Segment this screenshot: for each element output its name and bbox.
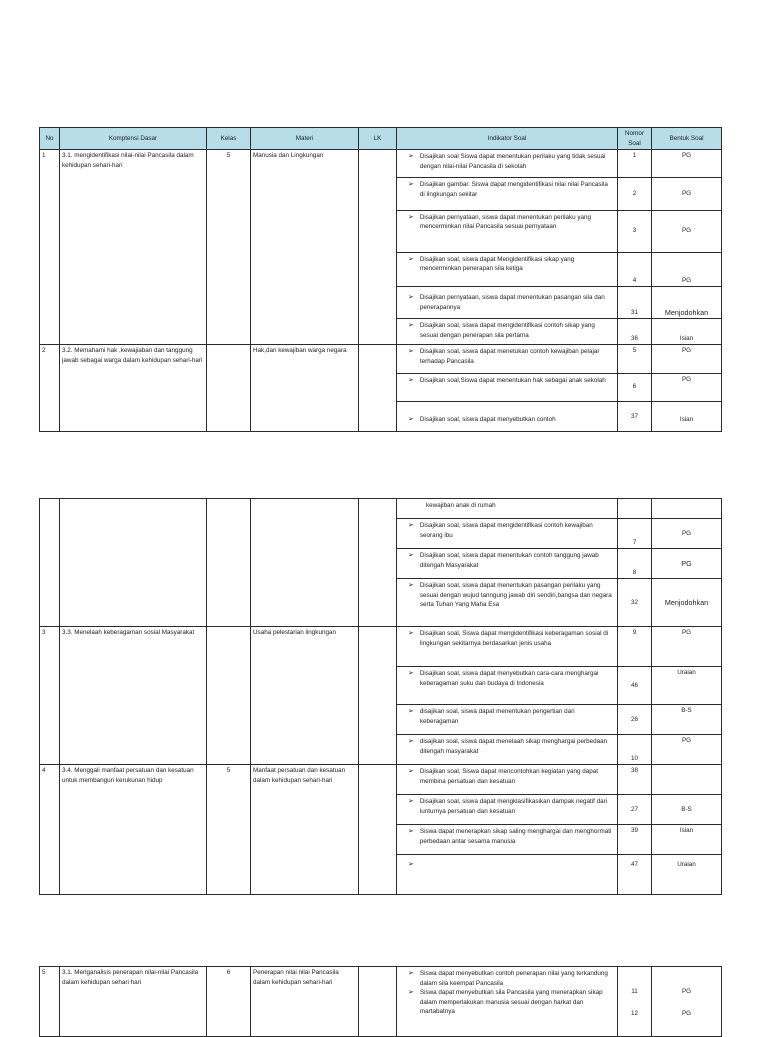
header-nomor-soal: Nomor Soal: [618, 128, 652, 150]
bentuk-soal: Uraian: [652, 855, 722, 895]
arrow-bullet-icon: ➢: [408, 768, 414, 775]
nomor-soal: 10: [618, 735, 652, 765]
indikator-text: Disajikan soal, siswa dapat mengklasifikasikan dampak negatif dari lunturnya persatuan dan kesatuan: [419, 798, 608, 815]
nomor-soal: 6: [618, 373, 652, 401]
nomor-soal-cell: [618, 967, 652, 1037]
bentuk-soal: Isian: [652, 319, 722, 345]
materi: [251, 499, 359, 627]
nomor-soal: 4: [618, 252, 652, 286]
arrow-bullet-icon: ➢: [408, 294, 414, 301]
nomor-soal: [618, 499, 652, 519]
bentuk-soal: PG: [652, 519, 722, 549]
indikator-item: [397, 735, 618, 765]
indikator-text: Disajikan soal, siswa dapat mengidentifikasi contoh kewajiban seorang ibu: [419, 522, 593, 539]
indikator-text: Disajikan soal, Siswa dapat mengidentifikasi keberagaman sosial di lingkungan sekitarnya berdasarkan jenis usaha: [419, 630, 609, 647]
bentuk-soal: [652, 499, 722, 519]
nomor-soal: 2: [618, 178, 652, 210]
bentuk-soal: PG: [652, 345, 722, 373]
nomor-soal: 46: [618, 667, 652, 705]
header-lk: LK: [359, 128, 397, 150]
indikator-text: Disajikan soal Siswa dapat menentukan perilaku yang tidak sesuai dengan nilai-nilai Pancasila di sekolah: [419, 153, 606, 170]
bentuk-soal: Isian: [652, 825, 722, 855]
indikator-text: Siswa dapat menyebutkan contoh penerapan nilai yang terkandung dalam sila keempat Pancasila: [419, 970, 608, 987]
bentuk-soal: PG: [681, 1009, 692, 1017]
lk: [359, 967, 397, 1037]
arrow-bullet-icon: ➢: [408, 255, 414, 263]
header-no: No: [40, 128, 60, 150]
indikator-item: [397, 549, 618, 579]
nomor-soal: 7: [618, 519, 652, 549]
indikator-text: disajikan soal, siswa dapat menelaah sikap menghargai perbedaan ditengah masyarakat: [419, 738, 608, 755]
indikator-text: Siswa dapat menerapkan sikap saling menghargai dan menghormati perbedaan antar sesama manusia: [419, 828, 612, 845]
kompetensi-dasar: 3.1. mengidentifikasi nilai-nilai Pancasila dalam kehidupan sehari-hari: [60, 150, 207, 345]
row-number: 3: [40, 627, 60, 765]
materi: Manusia dan Lingkungan: [251, 150, 359, 345]
arrow-bullet-icon: ➢: [408, 415, 414, 423]
bentuk-soal: PG: [652, 210, 722, 252]
indikator-text: Disajikan soal, siswa dapat menyebutkan cara-cara menghargai keberagaman suku dan budaya di Indonesia: [419, 670, 599, 687]
nomor-soal: 11: [631, 988, 638, 995]
arrow-bullet-icon: ➢: [408, 322, 414, 330]
lk: [359, 345, 397, 432]
nomor-soal: 39: [618, 825, 652, 855]
nomor-soal: 47: [618, 855, 652, 895]
kelas: 5: [207, 765, 251, 895]
bentuk-soal: [652, 765, 722, 795]
header-bentuk-soal: Bentuk Soal: [652, 128, 722, 150]
nomor-soal: 9: [618, 627, 652, 667]
kompetensi-dasar: 3.4. Menggali manfaat persatuan dan kesatuan untuk membangun kerukunan hidup: [60, 765, 207, 895]
bentuk-soal: Uraian: [652, 667, 722, 705]
bentuk-soal: Menjodohkan: [652, 579, 722, 627]
row-number: [40, 499, 60, 627]
bentuk-soal: PG: [652, 252, 722, 286]
arrow-bullet-icon: ➢: [408, 552, 414, 559]
indikator-text: Disajikan soal, siswa dapat menentukan contoh tanggung jawab ditengah Masyarakat: [419, 552, 599, 569]
indikator-item: [397, 252, 618, 286]
arrow-bullet-icon: ➢: [408, 708, 414, 715]
materi: Penerapan nilai nilai Pancasila dalam kehidupan sehari-hari: [251, 967, 359, 1037]
row-number: 2: [40, 345, 60, 432]
arrow-bullet-icon: ➢: [408, 798, 414, 805]
table-row: [40, 627, 722, 667]
kelas: [207, 499, 251, 627]
table-row: [40, 150, 722, 178]
bentuk-soal: PG: [652, 150, 722, 178]
kompetensi-dasar: 3.1. Menganalisis penerapan nilai-nilai Pancasila dalam kehidupan sehari hari: [60, 967, 207, 1037]
kompetensi-dasar: [60, 499, 207, 627]
arrow-bullet-icon: ➢: [408, 738, 414, 745]
bentuk-soal: PG: [681, 988, 692, 995]
indikator-text: Disajikan soal,Siswa dapat menentukan hak sebagai anak sekolah: [419, 376, 606, 384]
indikator-text: Disajikan soal, Siswa dapat mencontohkan kegiatan yang dapat membina persatuan dan kesatuan: [419, 768, 599, 785]
arrow-bullet-icon: ➢: [408, 861, 414, 868]
kelas: [207, 345, 251, 432]
indikator-item: [397, 178, 618, 210]
arrow-bullet-icon: ➢: [408, 213, 414, 221]
materi: Hak,dan kewajiban warga negara: [251, 345, 359, 432]
indikator-item: [397, 150, 618, 178]
arrow-bullet-icon: ➢: [408, 348, 414, 356]
kisi-kisi-table-1: [39, 127, 722, 432]
indikator-item: [397, 795, 618, 825]
bentuk-soal: Menjodohkan: [652, 287, 722, 319]
arrow-bullet-icon: ➢: [408, 970, 414, 977]
indikator-item: [397, 705, 618, 735]
indikator-text: Disajikan soal, siswa dapat Mengidentifikasi sikap yang mencerminkan penerapan sila ketiga: [419, 255, 575, 273]
lk: [359, 627, 397, 765]
indikator-text: disajikan soal, siswa dapat menentukan pengertian dari keberagaman: [419, 708, 575, 725]
indikator-item: [397, 667, 618, 705]
nomor-soal: 32: [618, 579, 652, 627]
bentuk-soal: PG: [652, 735, 722, 765]
arrow-bullet-icon: ➢: [408, 828, 414, 835]
header-kompetensi-dasar: Komptensi Dasar: [60, 128, 207, 150]
nomor-soal: 3: [618, 210, 652, 252]
nomor-soal: 37: [618, 401, 652, 431]
row-number: 4: [40, 765, 60, 895]
indikator-item: [397, 287, 618, 319]
indikator-text: Disajikan soal, siswa dapat menentukan pasangan perilaku yang sesuai dengan wujud tanngung jawab diri sendiri,bangsa dan negara serta Tuhan Yang Maha Esa: [419, 582, 612, 608]
indikator-text: Disajikan pernyataan, siswa dapat menentukan pasangan sila dan penerapannya: [419, 294, 605, 311]
nomor-soal: 5: [618, 345, 652, 373]
indikator-text: Disajikan gambar. Siswa dapat mengidentifikasi nilai nilai Pancasila di lingkungan sekitar: [419, 181, 608, 198]
indikator-item: [397, 855, 618, 895]
indikator-text: Disajikan soal, siswa dapat mengidentifikasi contoh sikap yang sesuai dengan penerapan sila pertama: [419, 322, 595, 339]
table-row: [40, 499, 722, 519]
table-row: [40, 345, 722, 373]
indikator-item: [400, 988, 614, 1017]
arrow-bullet-icon: ➢: [408, 522, 414, 529]
indikator-continuation: kewajiban anak di rumah: [397, 499, 618, 519]
indikator-text: Disajikan pernyataan, siswa dapat menentukan perilaku yang mencerminkan nilai Pancasila sesuai pernyataan: [419, 213, 592, 231]
nomor-soal: 8: [618, 549, 652, 579]
header-materi: Materi: [251, 128, 359, 150]
bentuk-soal: PG: [652, 549, 722, 579]
indikator-text: Disajikan soal, siswa dapat menyebutkan contoh: [419, 415, 556, 423]
indikator-item: [397, 401, 618, 431]
nomor-soal: 38: [618, 765, 652, 795]
nomor-soal: 26: [618, 705, 652, 735]
kisi-kisi-table-2: [39, 498, 722, 895]
indikator-item: [397, 825, 618, 855]
indikator-cell: [397, 967, 618, 1037]
indikator-item: [400, 969, 614, 988]
bentuk-soal: PG: [652, 178, 722, 210]
nomor-soal: 31: [618, 287, 652, 319]
indikator-item: [397, 765, 618, 795]
lk: [359, 150, 397, 345]
arrow-bullet-icon: ➢: [408, 989, 414, 996]
header-row: [40, 128, 722, 150]
kisi-kisi-table-3: [39, 966, 722, 1037]
indikator-item: [397, 627, 618, 667]
arrow-bullet-icon: ➢: [408, 630, 414, 637]
header-kelas: Kelas: [207, 128, 251, 150]
header-indikator-soal: Indikator Soal: [397, 128, 618, 150]
nomor-soal: 27: [618, 795, 652, 825]
arrow-bullet-icon: ➢: [408, 181, 414, 189]
bentuk-soal: PG: [652, 373, 722, 401]
bentuk-soal: B-S: [652, 705, 722, 735]
kelas: [207, 627, 251, 765]
nomor-soal: 12: [630, 1009, 638, 1017]
bentuk-soal-cell: [652, 967, 722, 1037]
table-row: [40, 765, 722, 795]
indikator-item: [397, 579, 618, 627]
indikator-item: [397, 319, 618, 345]
kompetensi-dasar: 3.3. Menelaah keberagaman sosial Masyarakat: [60, 627, 207, 765]
table-row: [40, 967, 722, 1037]
lk: [359, 499, 397, 627]
indikator-item: [397, 373, 618, 401]
bentuk-soal: B-S: [652, 795, 722, 825]
row-number: 1: [40, 150, 60, 345]
arrow-bullet-icon: ➢: [408, 376, 414, 384]
kompetensi-dasar: 3.2. Memahami hak ,kewajiaban dan tanggung jawab sebagai warga dalam kehidupan sehari-hari: [60, 345, 207, 432]
indikator-text: Siswa dapat menyebutkan sila Pancasila yang menerapkan sikap dalam memperlakukan manusia sesuai dengan harkat dan martabatnya: [419, 989, 603, 1015]
indikator-item: [397, 345, 618, 373]
materi: Manfaat persatuan dan kesatuan dalam kehidupan sehari-hari: [251, 765, 359, 895]
indikator-item: [397, 210, 618, 252]
kelas: 5: [207, 150, 251, 345]
nomor-soal: 1: [618, 150, 652, 178]
row-number: 5: [40, 967, 60, 1037]
kelas: 6: [207, 967, 251, 1037]
indikator-text: Disajikan soal, siswa dapat menetukan contoh kewajiban pelajar terhadap Pancasila: [419, 348, 600, 365]
bentuk-soal: Isian: [652, 401, 722, 431]
materi: Usaha pelestarian lingkungan: [251, 627, 359, 765]
lk: [359, 765, 397, 895]
arrow-bullet-icon: ➢: [408, 582, 414, 589]
arrow-bullet-icon: ➢: [408, 153, 414, 161]
nomor-soal: 36: [618, 319, 652, 345]
indikator-item: [397, 519, 618, 549]
arrow-bullet-icon: ➢: [408, 670, 414, 677]
bentuk-soal: PG: [652, 627, 722, 667]
